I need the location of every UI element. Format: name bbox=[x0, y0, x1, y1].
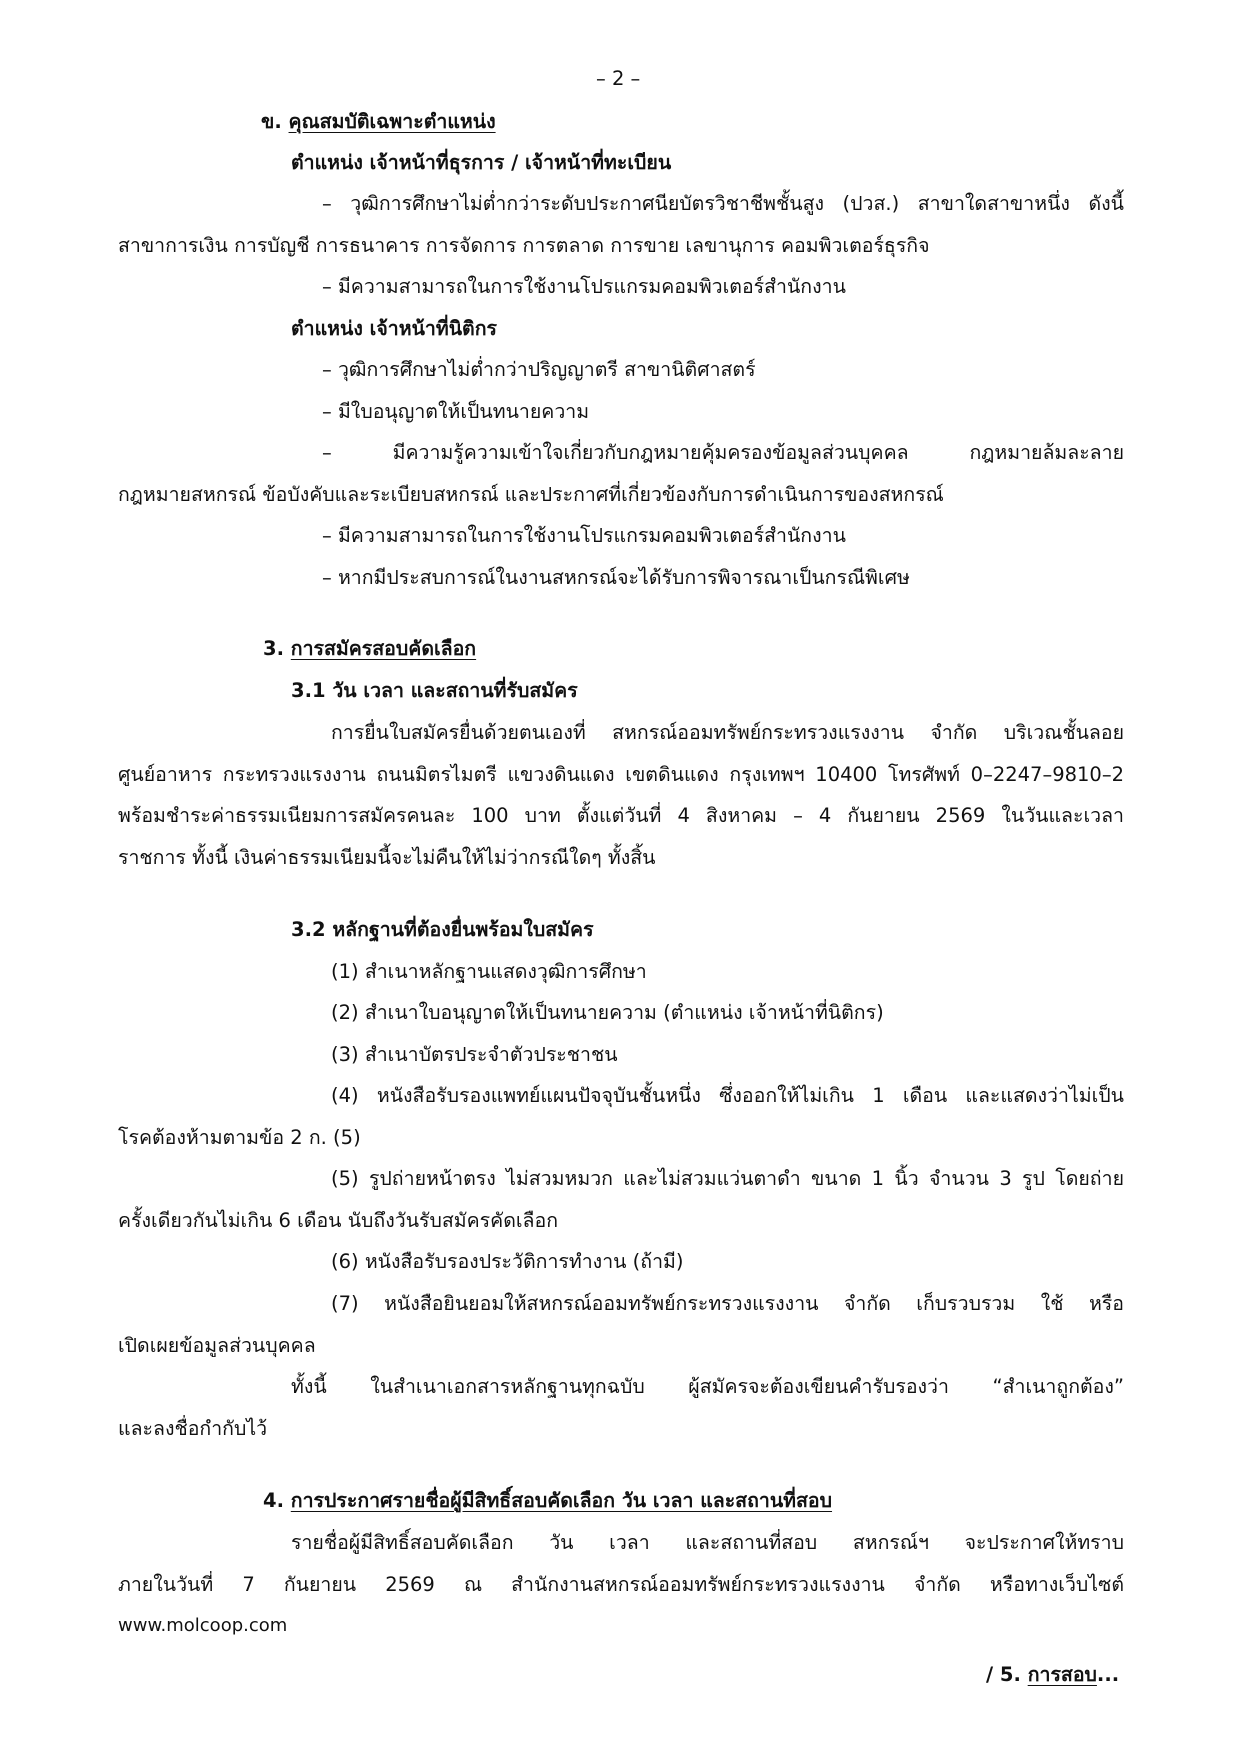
section-3-1-title: 3.1 วัน เวลา และสถานที่รับสมัคร bbox=[291, 679, 578, 702]
section-4-line-1: รายชื่อผู้มีสิทธิ์สอบคัดเลือก วัน เวลา และสถานที่สอบ สหกรณ์ฯ จะประกาศให้ทราบ bbox=[291, 1531, 1124, 1554]
position-admin-req-2: – มีความสามารถในการใช้งานโปรแกรมคอมพิวเตอร์สำนักงาน bbox=[322, 275, 846, 298]
doc-item-7-cont: เปิดเผยข้อมูลส่วนบุคคล bbox=[118, 1334, 316, 1357]
position-admin-req-1-cont: สาขาการเงิน การบัญชี การธนาคาร การจัดการ การตลาด การขาย เลขานุการ คอมพิวเตอร์ธุรกิจ bbox=[118, 234, 930, 257]
certify-note-cont: และลงชื่อกำกับไว้ bbox=[118, 1417, 268, 1440]
doc-item-5-cont: ครั้งเดียวกันไม่เกิน 6 เดือน นับถึงวันรับสมัครคัดเลือก bbox=[118, 1209, 558, 1232]
section-kh-number: ข. bbox=[261, 110, 282, 133]
position-legal-req-4: – มีความสามารถในการใช้งานโปรแกรมคอมพิวเตอร์สำนักงาน bbox=[322, 524, 846, 547]
position-legal-req-3-cont: กฎหมายสหกรณ์ ข้อบังคับและระเบียบสหกรณ์ และประกาศที่เกี่ยวข้องกับการดำเนินการของสหกรณ์ bbox=[118, 483, 944, 506]
position-admin-title: ตำแหน่ง เจ้าหน้าที่ธุรการ / เจ้าหน้าที่ทะเบียน bbox=[291, 151, 672, 174]
section-3-heading bbox=[263, 634, 476, 664]
doc-item-1: (1) สำเนาหลักฐานแสดงวุฒิการศึกษา bbox=[331, 960, 647, 983]
section-4-heading bbox=[263, 1486, 832, 1516]
section-4-number: 4. bbox=[263, 1489, 284, 1512]
doc-item-2: (2) สำเนาใบอนุญาตให้เป็นทนายความ (ตำแหน่ง เจ้าหน้าที่นิติกร) bbox=[331, 1001, 884, 1024]
position-admin-req-1: – วุฒิการศึกษาไม่ต่ำกว่าระดับประกาศนียบัตรวิชาชีพชั้นสูง (ปวส.) สาขาใดสาขาหนึ่ง ดังนี้ bbox=[322, 192, 1124, 215]
position-legal-req-1: – วุฒิการศึกษาไม่ต่ำกว่าปริญญาตรี สาขานิติศาสตร์ bbox=[322, 358, 756, 381]
section-4-line-2: ภายในวันที่ 7 กันยายน 2569 ณ สำนักงานสหกรณ์ออมทรัพย์กระทรวงแรงงาน จำกัด หรือทางเว็บไซต์ bbox=[118, 1573, 1124, 1596]
continuation-section-title: การสอบ bbox=[1027, 1663, 1097, 1686]
position-legal-req-2: – มีใบอนุญาตให้เป็นทนายความ bbox=[322, 400, 590, 423]
doc-item-5: (5) รูปถ่ายหน้าตรง ไม่สวมหมวก และไม่สวมแว่นตาดำ ขนาด 1 นิ้ว จำนวน 3 รูป โดยถ่าย bbox=[331, 1167, 1124, 1190]
section-3-1-line-2: ศูนย์อาหาร กระทรวงแรงงาน ถนนมิตรไมตรี แขวงดินแดง เขตดินแดง กรุงเทพฯ 10400 โทรศัพท์ 0–2247–9810–2 bbox=[118, 763, 1124, 786]
doc-item-3: (3) สำเนาบัตรประจำตัวประชาชน bbox=[331, 1043, 618, 1066]
page-number: – 2 – bbox=[596, 67, 641, 90]
continuation-ellipsis: ... bbox=[1096, 1663, 1120, 1686]
section-3-1-line-3: พร้อมชำระค่าธรรมเนียมการสมัครคนละ 100 บาท ตั้งแต่วันที่ 4 สิงหาคม – 4 กันยายน 2569 ในวันและเวลา bbox=[118, 804, 1124, 827]
section-3-2-title: 3.2 หลักฐานที่ต้องยื่นพร้อมใบสมัคร bbox=[291, 918, 594, 941]
position-legal-req-3: – มีความรู้ความเข้าใจเกี่ยวกับกฎหมายคุ้มครองข้อมูลส่วนบุคคล กฎหมายล้มละลาย bbox=[322, 441, 1124, 464]
section-4-title: การประกาศรายชื่อผู้มีสิทธิ์สอบคัดเลือก วัน เวลา และสถานที่สอบ bbox=[290, 1489, 833, 1512]
continuation-marker bbox=[986, 1660, 1119, 1690]
section-kh-heading bbox=[261, 107, 496, 137]
doc-item-7: (7) หนังสือยินยอมให้สหกรณ์ออมทรัพย์กระทรวงแรงงาน จำกัด เก็บรวบรวม ใช้ หรือ bbox=[331, 1292, 1124, 1315]
position-legal-req-5: – หากมีประสบการณ์ในงานสหกรณ์จะได้รับการพิจารณาเป็นกรณีพิเศษ bbox=[322, 566, 910, 589]
section-kh-title: คุณสมบัติเฉพาะตำแหน่ง bbox=[288, 110, 496, 133]
website-link[interactable]: www.molcoop.com bbox=[118, 1615, 288, 1636]
continuation-prefix: / 5. bbox=[986, 1663, 1021, 1686]
section-3-1-line-1: การยื่นใบสมัครยื่นด้วยตนเองที่ สหกรณ์ออมทรัพย์กระทรวงแรงงาน จำกัด บริเวณชั้นลอย bbox=[331, 721, 1124, 744]
doc-item-6: (6) หนังสือรับรองประวัติการทำงาน (ถ้ามี) bbox=[331, 1250, 684, 1273]
doc-item-4: (4) หนังสือรับรองแพทย์แผนปัจจุบันชั้นหนึ่ง ซึ่งออกให้ไม่เกิน 1 เดือน และแสดงว่าไม่เป็น bbox=[331, 1084, 1124, 1107]
position-legal-title: ตำแหน่ง เจ้าหน้าที่นิติกร bbox=[291, 317, 497, 340]
certify-note: ทั้งนี้ ในสำเนาเอกสารหลักฐานทุกฉบับ ผู้สมัครจะต้องเขียนคำรับรองว่า “สำเนาถูกต้อง” bbox=[291, 1375, 1124, 1398]
section-3-1-line-4: ราชการ ทั้งนี้ เงินค่าธรรมเนียมนี้จะไม่คืนให้ไม่ว่ากรณีใดๆ ทั้งสิ้น bbox=[118, 846, 656, 869]
doc-item-4-cont: โรคต้องห้ามตามข้อ 2 ก. (5) bbox=[118, 1126, 361, 1149]
section-3-title: การสมัครสอบคัดเลือก bbox=[290, 637, 477, 660]
section-3-number: 3. bbox=[263, 637, 284, 660]
